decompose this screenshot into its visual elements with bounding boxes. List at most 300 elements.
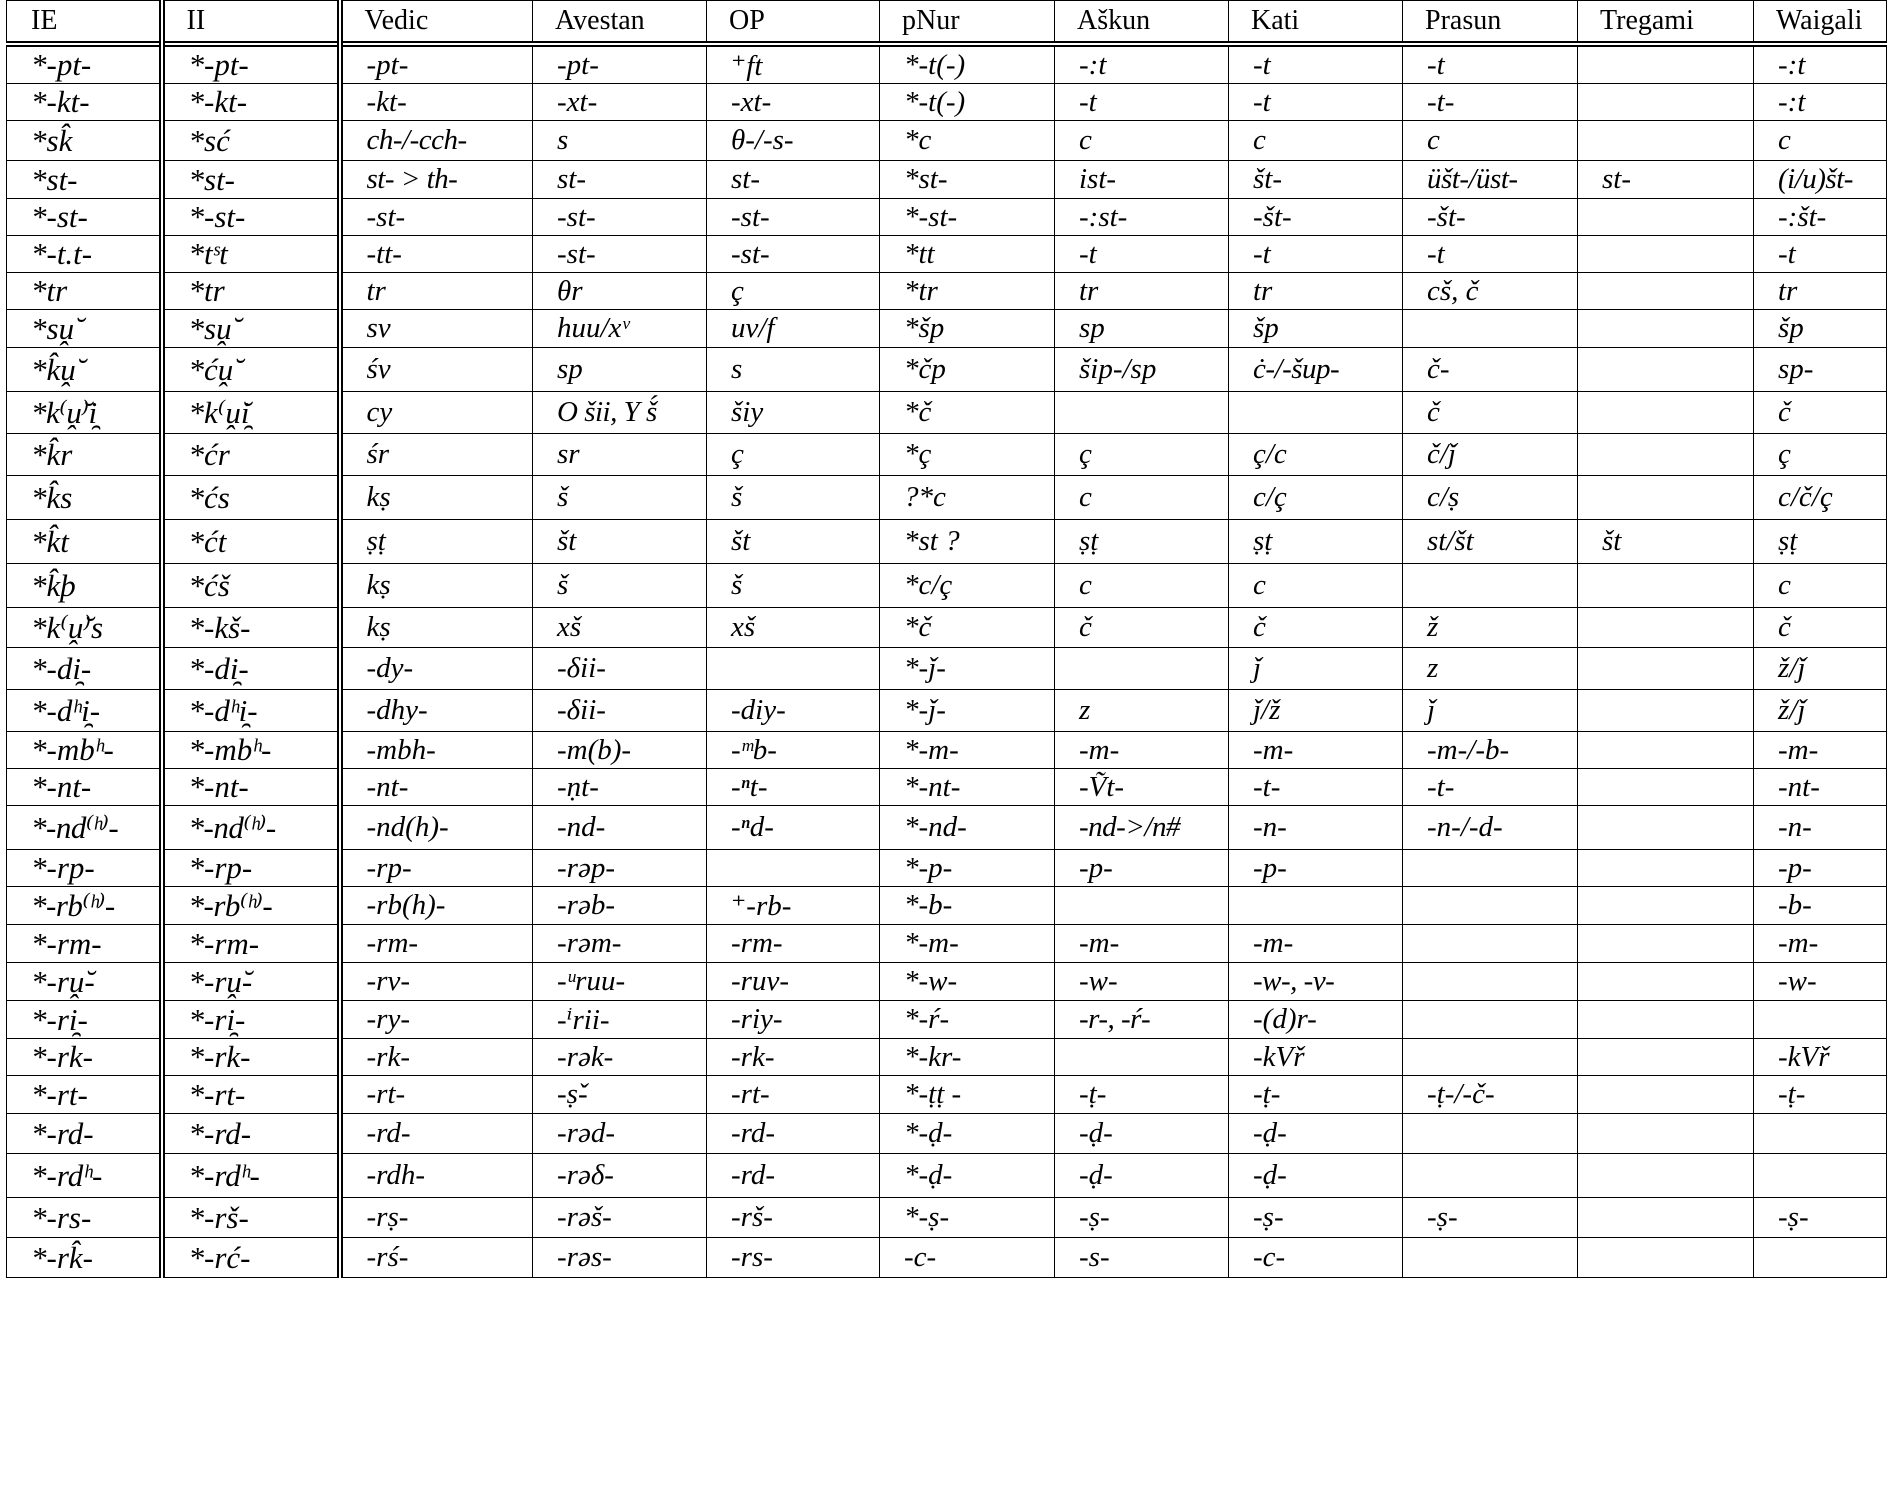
table-cell: ist- xyxy=(1055,161,1229,199)
table-row xyxy=(7,199,1887,236)
table-cell xyxy=(1578,1154,1754,1198)
table-row xyxy=(7,963,1887,1001)
table-cell: -ṭ- xyxy=(1055,1076,1229,1114)
table-cell: -ṣ- xyxy=(1754,1198,1887,1238)
table-row xyxy=(7,310,1887,348)
table-cell: c xyxy=(1754,121,1887,161)
table-cell: s xyxy=(707,348,880,392)
table-cell: *sć xyxy=(162,121,340,161)
table-cell: üšt-/üst- xyxy=(1403,161,1578,199)
table-row xyxy=(7,161,1887,199)
table-cell: *-kt- xyxy=(7,84,162,121)
table-cell: č xyxy=(1754,392,1887,434)
table-cell: -ruv- xyxy=(707,963,880,1001)
table-cell: -nd- xyxy=(533,806,707,850)
table-cell: -ṣ̌- xyxy=(533,1076,707,1114)
table-cell: -ṭ- xyxy=(1229,1076,1403,1114)
table-cell: *-rdʰ- xyxy=(162,1154,340,1198)
table-cell xyxy=(1578,887,1754,925)
table-cell: *tr xyxy=(162,273,340,310)
table-cell: -dy- xyxy=(340,648,533,690)
table-cell: sp- xyxy=(1754,348,1887,392)
table-cell: -t xyxy=(1229,236,1403,273)
table-cell: -št- xyxy=(1403,199,1578,236)
table-row xyxy=(7,850,1887,887)
table-cell: *st- xyxy=(162,161,340,199)
table-cell: *ćr xyxy=(162,434,340,476)
table-cell xyxy=(1578,690,1754,732)
table-cell: -st- xyxy=(533,199,707,236)
table-cell: kṣ xyxy=(340,564,533,608)
table-cell xyxy=(1578,850,1754,887)
table-cell: č- xyxy=(1403,348,1578,392)
table-cell: *-m- xyxy=(880,732,1055,769)
table-cell xyxy=(1229,887,1403,925)
table-cell: ċ-/-šup- xyxy=(1229,348,1403,392)
table-cell: *-rp- xyxy=(7,850,162,887)
table-cell: -ḍ- xyxy=(1229,1154,1403,1198)
column-header: Vedic xyxy=(340,1,533,45)
table-cell: *tt xyxy=(880,236,1055,273)
table-cell: sv xyxy=(340,310,533,348)
table-cell: *k̂r xyxy=(7,434,162,476)
table-cell: *-nt- xyxy=(162,769,340,806)
table-cell: *st- xyxy=(880,161,1055,199)
table-cell: -rək- xyxy=(533,1039,707,1076)
table-cell xyxy=(1055,648,1229,690)
table-cell: *c/ç xyxy=(880,564,1055,608)
table-cell: (i/u)št- xyxy=(1754,161,1887,199)
table-cell: ṣṭ xyxy=(1754,520,1887,564)
table-cell: *-w- xyxy=(880,963,1055,1001)
table-cell: -p- xyxy=(1229,850,1403,887)
table-cell: -rm- xyxy=(340,925,533,963)
table-cell: *tr xyxy=(7,273,162,310)
table-cell: *-rk- xyxy=(162,1039,340,1076)
table-cell: *-rć- xyxy=(162,1238,340,1278)
table-cell xyxy=(1578,1114,1754,1154)
table-cell: *st- xyxy=(7,161,162,199)
table-cell: *-rp- xyxy=(162,850,340,887)
table-cell: śr xyxy=(340,434,533,476)
table-cell: c xyxy=(1055,476,1229,520)
table-cell xyxy=(1754,1154,1887,1198)
table-cell: -nt- xyxy=(340,769,533,806)
table-cell: st- xyxy=(1578,161,1754,199)
table-cell: -ṣ- xyxy=(1229,1198,1403,1238)
table-cell xyxy=(1578,1076,1754,1114)
table-cell: *-m- xyxy=(880,925,1055,963)
table-cell: ǰ xyxy=(1229,648,1403,690)
table-cell: -t xyxy=(1229,44,1403,84)
table-cell: -št- xyxy=(1229,199,1403,236)
table-cell: śv xyxy=(340,348,533,392)
table-cell: c xyxy=(1229,564,1403,608)
table-cell: tr xyxy=(340,273,533,310)
table-cell: -t- xyxy=(1403,769,1578,806)
table-cell xyxy=(1403,1039,1578,1076)
table-cell: *č xyxy=(880,392,1055,434)
table-cell: c xyxy=(1229,121,1403,161)
table-cell: sp xyxy=(533,348,707,392)
table-cell: cš, č xyxy=(1403,273,1578,310)
table-cell: *-ḍ- xyxy=(880,1154,1055,1198)
table-cell: -rd- xyxy=(340,1114,533,1154)
table-cell: *k⁽ṷ̆i̯ xyxy=(162,392,340,434)
table-cell xyxy=(1578,1238,1754,1278)
table-cell: -ry- xyxy=(340,1001,533,1039)
table-cell: št xyxy=(1578,520,1754,564)
table-cell: -ṣ- xyxy=(1403,1198,1578,1238)
table-row xyxy=(7,273,1887,310)
table-cell: -t- xyxy=(1229,769,1403,806)
column-header: Avestan xyxy=(533,1,707,45)
table-cell: θ-/-s- xyxy=(707,121,880,161)
table-cell: -ⁱrii- xyxy=(533,1001,707,1039)
table-cell: -m- xyxy=(1229,925,1403,963)
table-cell xyxy=(1578,44,1754,84)
table-cell xyxy=(1055,392,1229,434)
table-cell: -ṭ-/-č- xyxy=(1403,1076,1578,1114)
table-cell: s xyxy=(533,121,707,161)
table-cell xyxy=(1578,1001,1754,1039)
table-row xyxy=(7,690,1887,732)
table-cell: *ćt xyxy=(162,520,340,564)
table-cell xyxy=(1578,1198,1754,1238)
table-cell: *-t(-) xyxy=(880,44,1055,84)
table-cell: -nd(h)- xyxy=(340,806,533,850)
table-cell: -ḍ- xyxy=(1055,1154,1229,1198)
column-header: II xyxy=(162,1,340,45)
table-cell: -n- xyxy=(1754,806,1887,850)
table-cell xyxy=(1578,769,1754,806)
table-cell: -n- xyxy=(1229,806,1403,850)
table-cell: ž xyxy=(1403,608,1578,648)
table-cell: -rš- xyxy=(707,1198,880,1238)
table-cell: ṣṭ xyxy=(1229,520,1403,564)
table-cell: tr xyxy=(1229,273,1403,310)
table-cell: -r-, -ŕ- xyxy=(1055,1001,1229,1039)
table-cell: ç xyxy=(707,273,880,310)
table-cell: st- xyxy=(533,161,707,199)
table-cell: -ṇt- xyxy=(533,769,707,806)
table-cell: -st- xyxy=(707,236,880,273)
table-cell: *-p- xyxy=(880,850,1055,887)
table-cell: -rəδ- xyxy=(533,1154,707,1198)
table-row xyxy=(7,648,1887,690)
table-cell: -rp- xyxy=(340,850,533,887)
table-cell: -rt- xyxy=(340,1076,533,1114)
table-cell: -ḍ- xyxy=(1229,1114,1403,1154)
table-cell: -p- xyxy=(1055,850,1229,887)
table-cell: ç/c xyxy=(1229,434,1403,476)
table-cell: xš xyxy=(707,608,880,648)
table-cell xyxy=(1055,1039,1229,1076)
table-row xyxy=(7,732,1887,769)
table-cell: *-rm- xyxy=(7,925,162,963)
table-cell: -rəm- xyxy=(533,925,707,963)
table-cell: ṣṭ xyxy=(1055,520,1229,564)
column-header: Waigali xyxy=(1754,1,1887,45)
table-cell: st- xyxy=(707,161,880,199)
table-cell: *-ḍ- xyxy=(880,1114,1055,1154)
table-row xyxy=(7,887,1887,925)
table-cell xyxy=(1578,925,1754,963)
table-cell: -rdh- xyxy=(340,1154,533,1198)
table-cell: -(d)r- xyxy=(1229,1001,1403,1039)
table-cell: sp xyxy=(1055,310,1229,348)
table-row xyxy=(7,1198,1887,1238)
table-cell: -:t xyxy=(1754,44,1887,84)
table-cell: -w-, -v- xyxy=(1229,963,1403,1001)
table-cell: ç xyxy=(1055,434,1229,476)
column-header: Kati xyxy=(1229,1,1403,45)
table-cell xyxy=(1578,564,1754,608)
table-cell: *sṷ̆ xyxy=(162,310,340,348)
table-cell xyxy=(1578,1039,1754,1076)
table-cell: -tt- xyxy=(340,236,533,273)
table-cell: *-ǰ- xyxy=(880,690,1055,732)
table-cell: ǰ/ž xyxy=(1229,690,1403,732)
table-cell: xš xyxy=(533,608,707,648)
table-cell: -st- xyxy=(340,199,533,236)
table-cell: ⁺-rb- xyxy=(707,887,880,925)
table-cell: *-rš- xyxy=(162,1198,340,1238)
table-cell: *-dʰi̯- xyxy=(7,690,162,732)
table-cell xyxy=(1754,1001,1887,1039)
table-row xyxy=(7,1001,1887,1039)
table-cell: -xt- xyxy=(707,84,880,121)
table-cell xyxy=(707,850,880,887)
table-cell: -ⁿd- xyxy=(707,806,880,850)
table-cell: ṣṭ xyxy=(340,520,533,564)
column-header: IE xyxy=(7,1,162,45)
table-cell: *-ǰ- xyxy=(880,648,1055,690)
table-cell: -dhy- xyxy=(340,690,533,732)
table-cell xyxy=(1403,963,1578,1001)
table-cell: tr xyxy=(1055,273,1229,310)
table-cell: tr xyxy=(1754,273,1887,310)
table-cell: *-mbʰ- xyxy=(162,732,340,769)
table-cell: -kVř xyxy=(1754,1039,1887,1076)
table-cell: *k⁽ṷ̆⁾s xyxy=(7,608,162,648)
table-cell: -ṭ- xyxy=(1754,1076,1887,1114)
table-cell: uv/f xyxy=(707,310,880,348)
table-cell: -nt- xyxy=(1754,769,1887,806)
table-cell: *-ri̯- xyxy=(162,1001,340,1039)
table-cell: *-t(-) xyxy=(880,84,1055,121)
table-cell xyxy=(1578,273,1754,310)
table-cell: *-t.t- xyxy=(7,236,162,273)
table-cell: *-rd- xyxy=(7,1114,162,1154)
table-cell: -n-/-d- xyxy=(1403,806,1578,850)
table-cell: *-nd- xyxy=(880,806,1055,850)
table-cell: *sṷ̆ xyxy=(7,310,162,348)
table-cell: -m- xyxy=(1055,732,1229,769)
table-cell: -rəš- xyxy=(533,1198,707,1238)
table-row xyxy=(7,925,1887,963)
table-cell: c/ṣ xyxy=(1403,476,1578,520)
table-cell: O šii, Y š́ xyxy=(533,392,707,434)
table-cell: *sk̂ xyxy=(7,121,162,161)
table-cell: *-rt- xyxy=(7,1076,162,1114)
table-cell xyxy=(1403,1238,1578,1278)
table-cell: -rk- xyxy=(340,1039,533,1076)
table-cell: -t xyxy=(1055,84,1229,121)
table-cell: *-rt- xyxy=(162,1076,340,1114)
table-cell: -rs- xyxy=(707,1238,880,1278)
table-cell: st/št xyxy=(1403,520,1578,564)
table-cell: *-b- xyxy=(880,887,1055,925)
column-header: pNur xyxy=(880,1,1055,45)
column-header: OP xyxy=(707,1,880,45)
table-cell: -m(b)- xyxy=(533,732,707,769)
table-cell xyxy=(1403,850,1578,887)
table-cell: ⁺ft xyxy=(707,44,880,84)
table-cell: -mbh- xyxy=(340,732,533,769)
table-cell: *-ri̯- xyxy=(7,1001,162,1039)
table-cell: -b- xyxy=(1754,887,1887,925)
table-cell xyxy=(1578,199,1754,236)
table-cell: *k⁽ṷ̆⁾i̯ xyxy=(7,392,162,434)
table-cell: -pt- xyxy=(533,44,707,84)
table-cell: *-nd⁽ʰ⁾- xyxy=(162,806,340,850)
table-cell: ç xyxy=(707,434,880,476)
table-cell: -rəp- xyxy=(533,850,707,887)
table-cell: -s- xyxy=(1055,1238,1229,1278)
table-cell: -t xyxy=(1055,236,1229,273)
table-cell: *-di̯- xyxy=(7,648,162,690)
table-cell: *-nt- xyxy=(880,769,1055,806)
table-cell: *k̂t xyxy=(7,520,162,564)
table-cell: *c xyxy=(880,121,1055,161)
table-cell: -ṣ- xyxy=(1055,1198,1229,1238)
table-cell: *tˢt xyxy=(162,236,340,273)
table-cell: -p- xyxy=(1754,850,1887,887)
table-cell xyxy=(1055,887,1229,925)
table-cell: š xyxy=(533,476,707,520)
table-cell: -δii- xyxy=(533,648,707,690)
table-cell: -m- xyxy=(1229,732,1403,769)
table-row xyxy=(7,806,1887,850)
column-header: Prasun xyxy=(1403,1,1578,45)
table-cell: ž/ǰ xyxy=(1754,648,1887,690)
table-cell: *-rṷ̆- xyxy=(162,963,340,1001)
table-cell: št xyxy=(533,520,707,564)
table-cell: -m-/-b- xyxy=(1403,732,1578,769)
table-row xyxy=(7,434,1887,476)
table-cell: *č xyxy=(880,608,1055,648)
table-cell xyxy=(1403,925,1578,963)
table-cell: č xyxy=(1754,608,1887,648)
table-cell xyxy=(1754,1114,1887,1154)
table-cell: -m- xyxy=(1754,732,1887,769)
table-cell: -kt- xyxy=(340,84,533,121)
table-cell: -:št- xyxy=(1754,199,1887,236)
table-cell: huu/xᵛ xyxy=(533,310,707,348)
table-cell: -t xyxy=(1403,236,1578,273)
table-cell xyxy=(1754,1238,1887,1278)
table-row xyxy=(7,121,1887,161)
table-cell xyxy=(1403,1154,1578,1198)
column-header: Aškun xyxy=(1055,1,1229,45)
table-cell xyxy=(1403,887,1578,925)
table-cell: -c- xyxy=(880,1238,1055,1278)
table-cell xyxy=(1578,648,1754,690)
table-cell: -rəb- xyxy=(533,887,707,925)
table-cell: -t- xyxy=(1403,84,1578,121)
table-cell: cy xyxy=(340,392,533,434)
table-cell: *k̂þ xyxy=(7,564,162,608)
table-cell: *-rb⁽ʰ⁾- xyxy=(162,887,340,925)
table-cell: -diy- xyxy=(707,690,880,732)
table-cell: č/ǰ xyxy=(1403,434,1578,476)
table-cell: -st- xyxy=(707,199,880,236)
table-cell: č xyxy=(1403,392,1578,434)
table-cell: kṣ xyxy=(340,608,533,648)
table-cell xyxy=(1578,236,1754,273)
table-cell xyxy=(1578,732,1754,769)
column-header: Tregami xyxy=(1578,1,1754,45)
table-row xyxy=(7,1154,1887,1198)
table-cell: *-st- xyxy=(162,199,340,236)
table-cell: *-nd⁽ʰ⁾- xyxy=(7,806,162,850)
table-cell xyxy=(1578,392,1754,434)
table-cell: šp xyxy=(1754,310,1887,348)
table-cell: *-rb⁽ʰ⁾- xyxy=(7,887,162,925)
table-cell: kṣ xyxy=(340,476,533,520)
table-cell: *k̂s xyxy=(7,476,162,520)
table-cell: *šp xyxy=(880,310,1055,348)
table-cell: -riy- xyxy=(707,1001,880,1039)
table-cell: -t xyxy=(1754,236,1887,273)
table-cell: *-rk̂- xyxy=(7,1238,162,1278)
table-cell: šp xyxy=(1229,310,1403,348)
table-cell: -rś- xyxy=(340,1238,533,1278)
table-cell: *-st- xyxy=(7,199,162,236)
table-cell: -:t xyxy=(1055,44,1229,84)
table-cell: c xyxy=(1055,121,1229,161)
table-cell: š xyxy=(707,476,880,520)
header-row xyxy=(7,1,1887,45)
table-cell: -t xyxy=(1229,84,1403,121)
table-cell: *-mbʰ- xyxy=(7,732,162,769)
table-cell xyxy=(1578,806,1754,850)
table-cell: -ⁿt- xyxy=(707,769,880,806)
table-cell xyxy=(1578,348,1754,392)
table-cell: c/ç xyxy=(1229,476,1403,520)
table-cell: -st- xyxy=(533,236,707,273)
table-cell: *-rs- xyxy=(7,1198,162,1238)
table-cell xyxy=(1403,1001,1578,1039)
table-cell: *tr xyxy=(880,273,1055,310)
table-cell: -rəs- xyxy=(533,1238,707,1278)
table-cell: -ᵘruu- xyxy=(533,963,707,1001)
table-cell: -:st- xyxy=(1055,199,1229,236)
table-cell: -rv- xyxy=(340,963,533,1001)
table-row xyxy=(7,1039,1887,1076)
table-cell: *-di̯- xyxy=(162,648,340,690)
table-cell: *-pt- xyxy=(7,44,162,84)
table-cell: -rb(h)- xyxy=(340,887,533,925)
table-cell: ǰ xyxy=(1403,690,1578,732)
table-row xyxy=(7,608,1887,648)
table-cell: š xyxy=(533,564,707,608)
table-cell: st- > th- xyxy=(340,161,533,199)
table-row xyxy=(7,236,1887,273)
table-cell: š xyxy=(707,564,880,608)
table-cell: -ᵐb- xyxy=(707,732,880,769)
